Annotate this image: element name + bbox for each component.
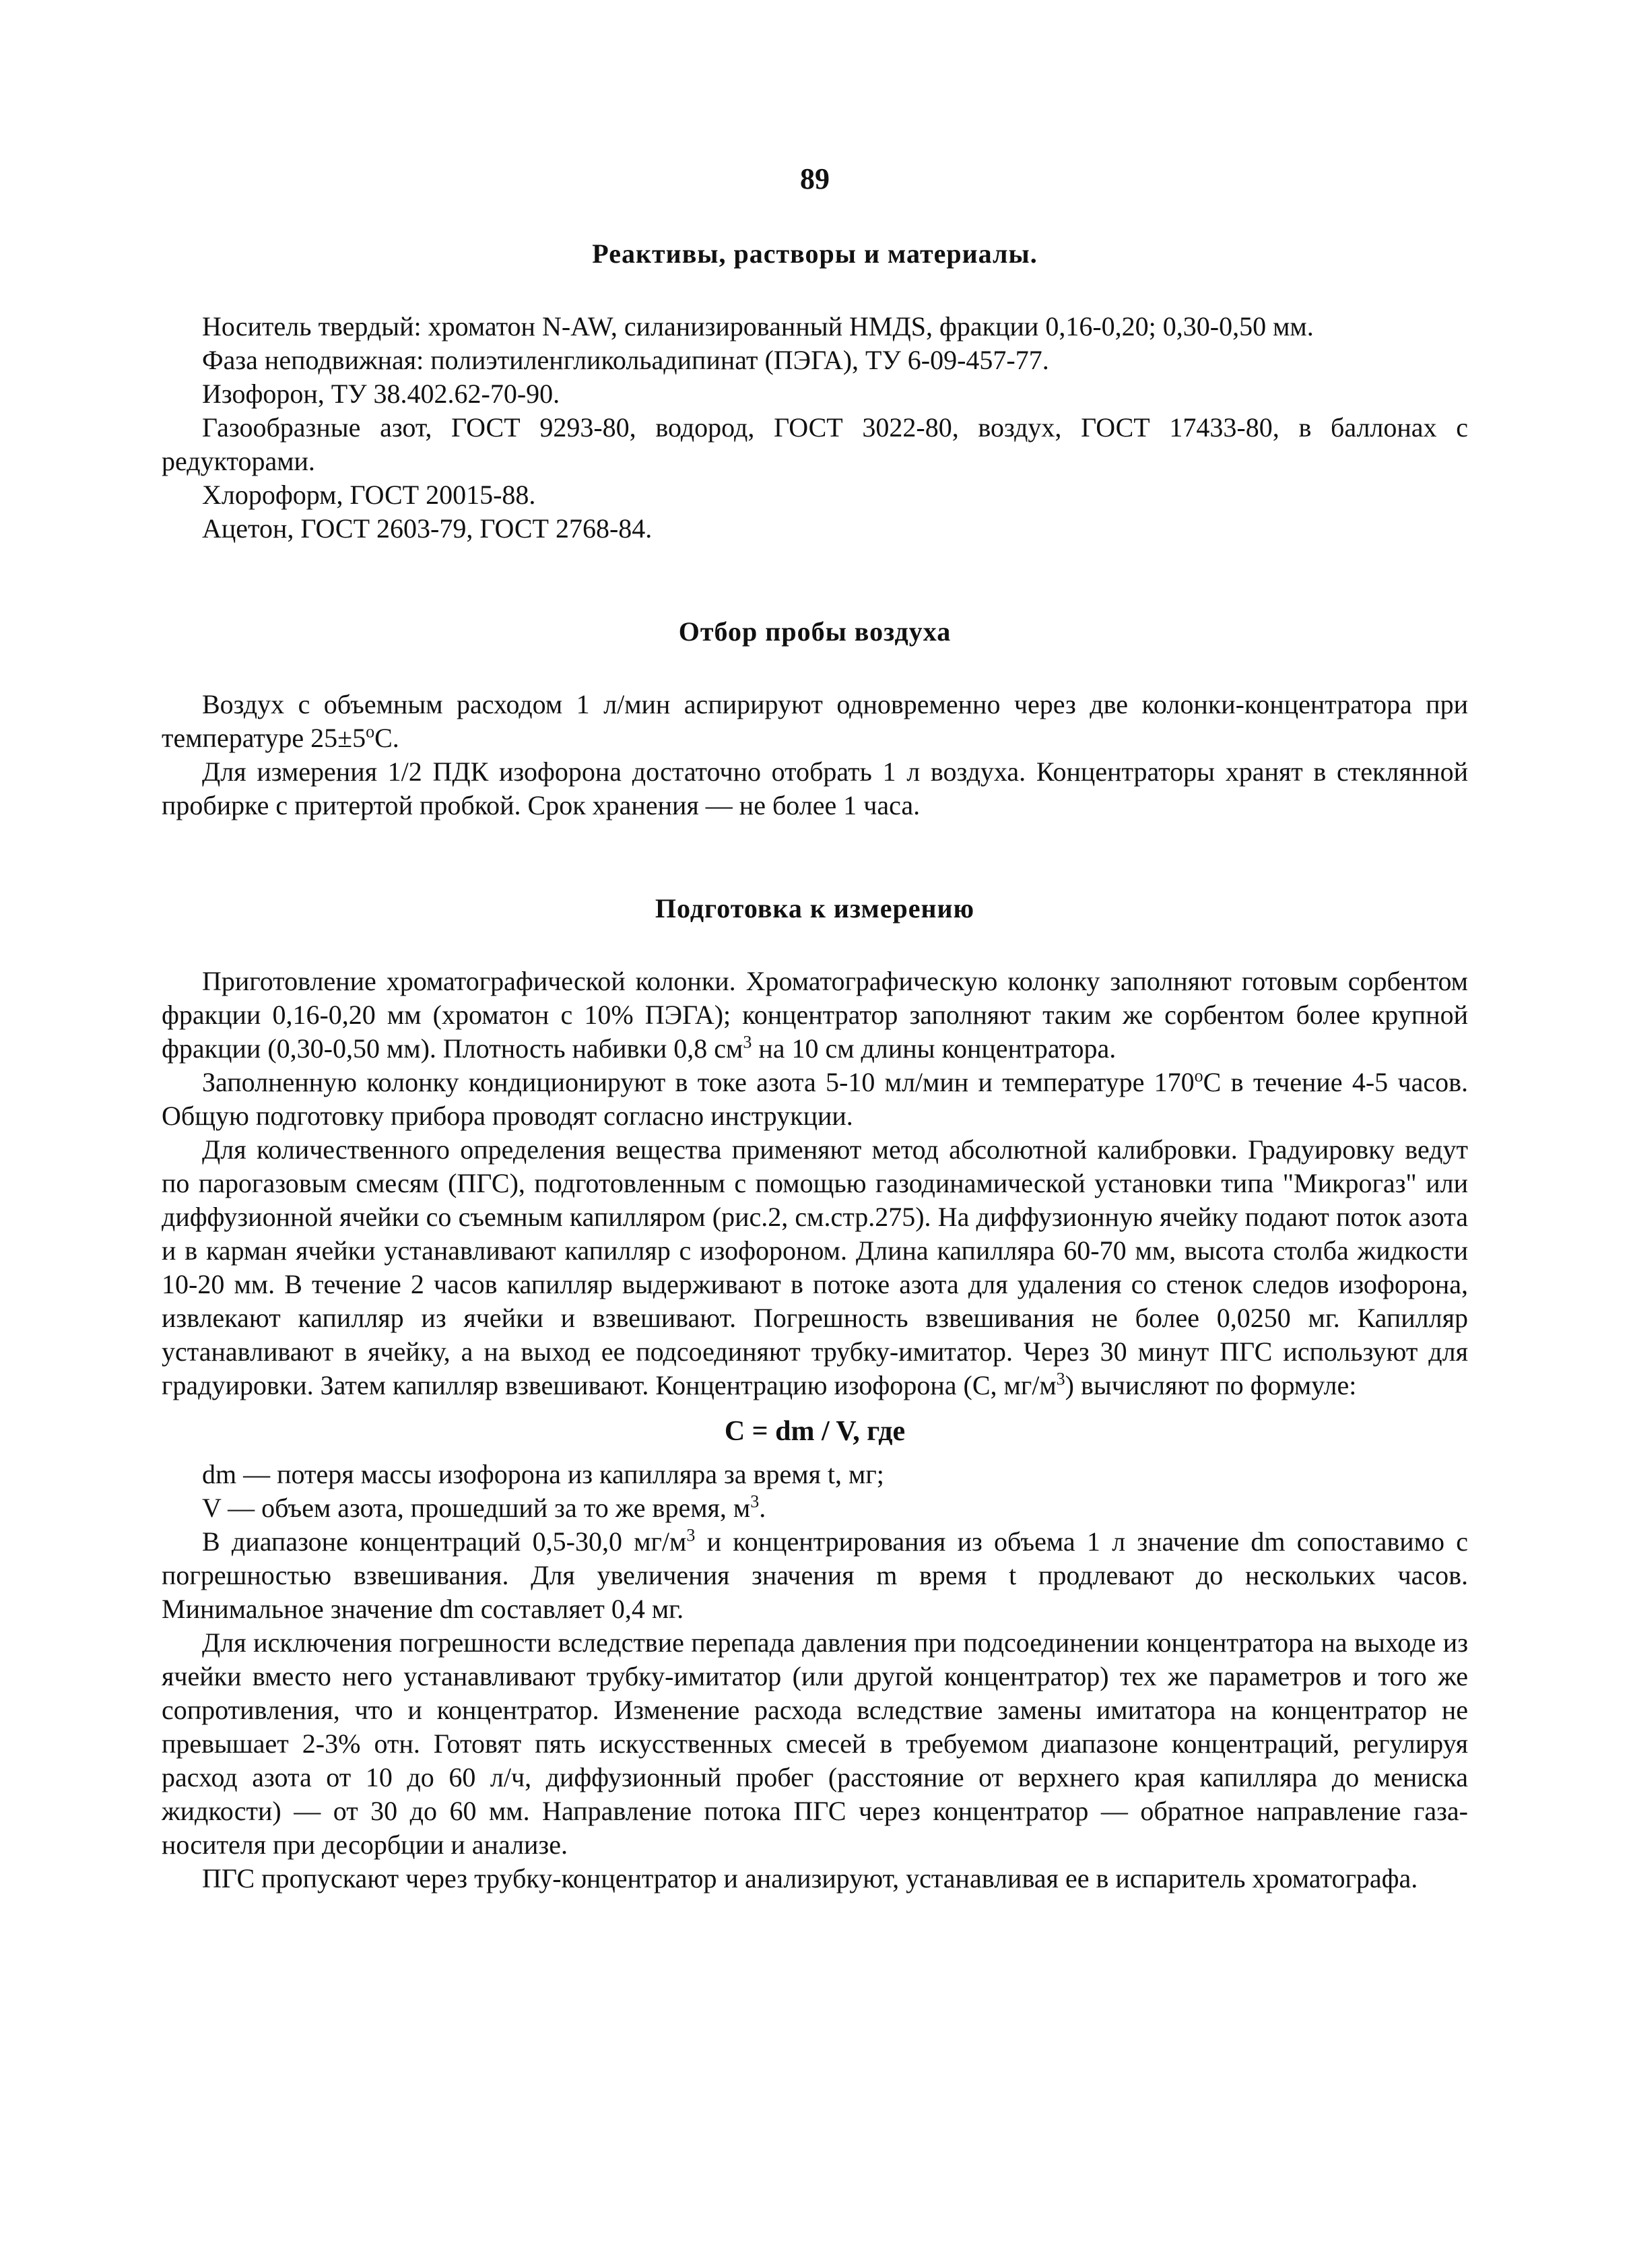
text: С в течение 4-5 часов. Общую подготовку прибора проводят согласно инструкции. xyxy=(162,1067,1468,1131)
section-title-sampling: Отбор пробы воздуха xyxy=(678,616,952,647)
text: и концентрирования из объема 1 л значение dm сопоставимо с погрешностью взвешивания. Для увеличения значения m время t продлевают до нескольких часов. Минимальное значение dm составляет 0,4 мг. xyxy=(162,1526,1468,1624)
definition-dm: dm — потеря массы изофорона из капилляра за время t, мг; xyxy=(202,1459,884,1489)
reagent-gases: Газообразные азот, ГОСТ 9293-80, водород, ГОСТ 3022-80, воздух, ГОСТ 17433-80, в баллонах с редукторами. xyxy=(162,412,1468,476)
text: Для количественного определения вещества применяют метод абсолютной калибровки. Градуировку ведут по парогазовым смесям (ПГС), подготовленным с помощью газодинамической установки типа "Микрогаз" или диффузионной ячейки со съемным капилляром (рис.2, см.стр.275). На диффузионную ячейку подают поток азота и в карман ячейки устанавливают капилляр с изофороном. Длина капилляра 60-70 мм, высота столба жидкости 10-20 мм. В течение 2 часов капилляр выдерживают в потоке азота для удаления со стенок следов изофорона, извлекают капилляр из ячейки и взвешивают. Погрешность взвешивания не более 0,0250 мг. Капилляр устанавливают в ячейку, а на выход ее подсоединяют трубку-имитатор. Через 30 минут ПГС используют для градуировки. Затем капилляр взвешивают. Концентрацию изофорона (С, мг/м xyxy=(162,1134,1468,1400)
page-number: 89 xyxy=(800,162,830,195)
reagent-carrier: Носитель твердый: хроматон N-AW, силанизированный НМДS, фракции 0,16-0,20; 0,30-0,50 мм. xyxy=(202,311,1314,342)
prep-paragraph-2 xyxy=(162,1066,1468,1133)
prep-paragraph-4 xyxy=(162,1525,1468,1626)
text: ) вычисляют по формуле: xyxy=(1065,1370,1357,1400)
superscript: 3 xyxy=(1056,1369,1065,1389)
sampling-paragraph-1 xyxy=(162,688,1468,755)
prep-paragraph-1 xyxy=(162,965,1468,1066)
text: Воздух с объемным расходом 1 л/мин аспирируют одновременно через две колонки-концентратора при температуре 25±5 xyxy=(162,689,1468,753)
formula: С = dm / V, где xyxy=(724,1416,906,1447)
text: Приготовление хроматографической колонки. Хроматографическую колонку заполняют готовым сорбентом фракции 0,16-0,20 мм (хроматон с 10% ПЭГА); концентратор заполняют таким же сорбентом более крупной фракции (0,30-0,50 мм). Плотность набивки 0,8 см xyxy=(162,966,1468,1064)
page-content xyxy=(162,162,1468,1896)
reagent-chloroform: Хлороформ, ГОСТ 20015-88. xyxy=(202,480,536,510)
degree-sign: о xyxy=(366,721,375,742)
superscript: 3 xyxy=(750,1491,760,1512)
prep-paragraph-3 xyxy=(162,1133,1468,1402)
text: С. xyxy=(374,723,399,753)
text: на 10 см длины концентратора. xyxy=(752,1033,1117,1064)
reagent-isophorone: Изофорон, ТУ 38.402.62-70-90. xyxy=(202,379,560,409)
sampling-paragraph-2: Для измерения 1/2 ПДК изофорона достаточно отобрать 1 л воздуха. Концентраторы хранят в стеклянной пробирке с притертой пробкой. Срок хранения — не более 1 часа. xyxy=(162,756,1468,820)
reagent-phase: Фаза неподвижная: полиэтиленгликольадипинат (ПЭГА), ТУ 6-09-457-77. xyxy=(202,345,1049,375)
text: V — объем азота, прошедший за то же время, м xyxy=(202,1493,751,1523)
definition-v xyxy=(162,1491,1468,1525)
superscript: 3 xyxy=(743,1032,752,1052)
section-title-preparation: Подготовка к измерению xyxy=(655,893,975,924)
text: В диапазоне концентраций 0,5-30,0 мг/м xyxy=(202,1526,687,1557)
text: . xyxy=(759,1493,766,1523)
degree-sign: о xyxy=(1194,1066,1203,1086)
superscript: 3 xyxy=(686,1525,696,1545)
reagent-acetone: Ацетон, ГОСТ 2603-79, ГОСТ 2768-84. xyxy=(202,513,653,544)
section-title-reagents: Реактивы, растворы и материалы. xyxy=(592,238,1038,269)
text: Заполненную колонку кондиционируют в токе азота 5-10 мл/мин и температуре 170 xyxy=(202,1067,1195,1097)
prep-paragraph-5: Для исключения погрешности вследствие перепада давления при подсоединении концентратора на выходе из ячейки вместо него устанавливают трубку-имитатор (или другой концентратор) тех же параметров и того же сопротивления, что и концентратор. Изменение расхода вследствие замены имитатора на концентратор не превышает 2-3% отн. Готовят пять искусственных смесей в требуемом диапазоне концентраций, регулируя расход азота от 10 до 60 л/ч, диффузионный пробег (расстояние от верхнего края капилляра до мениска жидкости) — от 30 до 60 мм. Направление потока ПГС через концентратор — обратное направление газа-носителя при десорбции и анализе. xyxy=(162,1627,1468,1860)
prep-paragraph-6: ПГС пропускают через трубку-концентратор и анализируют, устанавливая ее в испаритель хроматографа. xyxy=(202,1863,1418,1893)
